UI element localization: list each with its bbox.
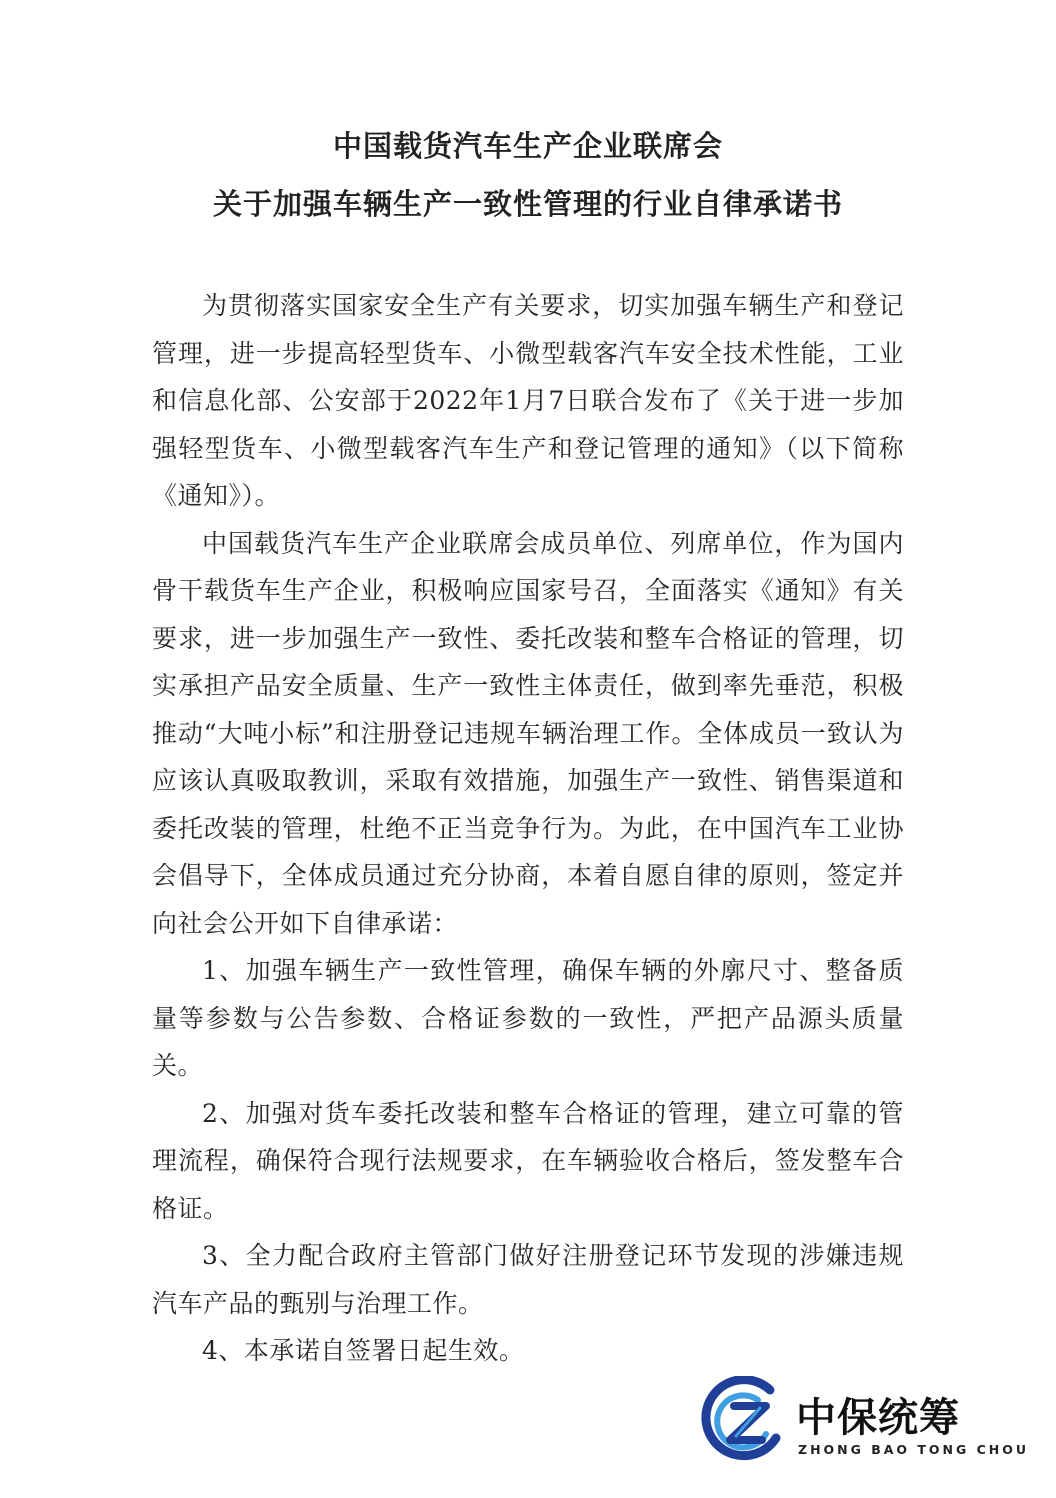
document-title-line2: 关于加强车辆生产一致性管理的行业自律承诺书 [212, 187, 843, 221]
paragraph-item-4: 4、本承诺自签署日起生效。 [202, 1336, 525, 1365]
paragraph-item-1: 1、加强车辆生产一致性管理，确保车辆的外廓尺寸、整备质量等参数与公告参数、合格证参数的一致性，严把产品源头质量关。 [152, 956, 904, 1080]
paragraph-commitment: 中国载货汽车生产企业联席会成员单位、列席单位，作为国内骨干载货车生产企业，积极响应国家号召，全面落实《通知》有关要求，进一步加强生产一致性、委托改装和整车合格证的管理，切实承担产品安全质量、生产一致性主体责任，做到率先垂范，积极推动“大吨小标”和注册登记违规车辆治理工作。全体成员一致认为应该认真吸取教训，采取有效措施，加强生产一致性、销售渠道和委托改装的管理，杜绝不正当竞争行为。为此，在中国汽车工业协会倡导下，全体成员通过充分协商，本着自愿自律的原则，签定并向社会公开如下自律承诺： [152, 528, 904, 938]
watermark-logo [700, 1376, 1030, 1466]
watermark-name-cn: 中保统筹 [796, 1395, 960, 1441]
paragraph-item-2: 2、加强对货车委托改装和整车合格证的管理，建立可靠的管理流程，确保符合现行法规要求，在车辆验收合格后，签发整车合格证。 [152, 1098, 904, 1223]
document-body [152, 282, 904, 1375]
watermark-name-en: ZHONG BAO TONG CHOU [798, 1442, 1030, 1457]
document-title-line1: 中国载货汽车生产企业联席会 [332, 129, 723, 163]
zb-logo-icon [700, 1376, 788, 1464]
paragraph-intro: 为贯彻落实国家安全生产有关要求，切实加强车辆生产和登记管理，进一步提高轻型货车、小微型载客汽车安全技术性能，工业和信息化部、公安部于2022年1月7日联合发布了《关于进一步加强轻型货车、小微型载客汽车生产和登记管理的通知》（以下简称《通知》）。 [152, 291, 904, 510]
paragraph-item-3: 3、全力配合政府主管部门做好注册登记环节发现的涉嫌违规汽车产品的甄别与治理工作。 [152, 1241, 904, 1318]
